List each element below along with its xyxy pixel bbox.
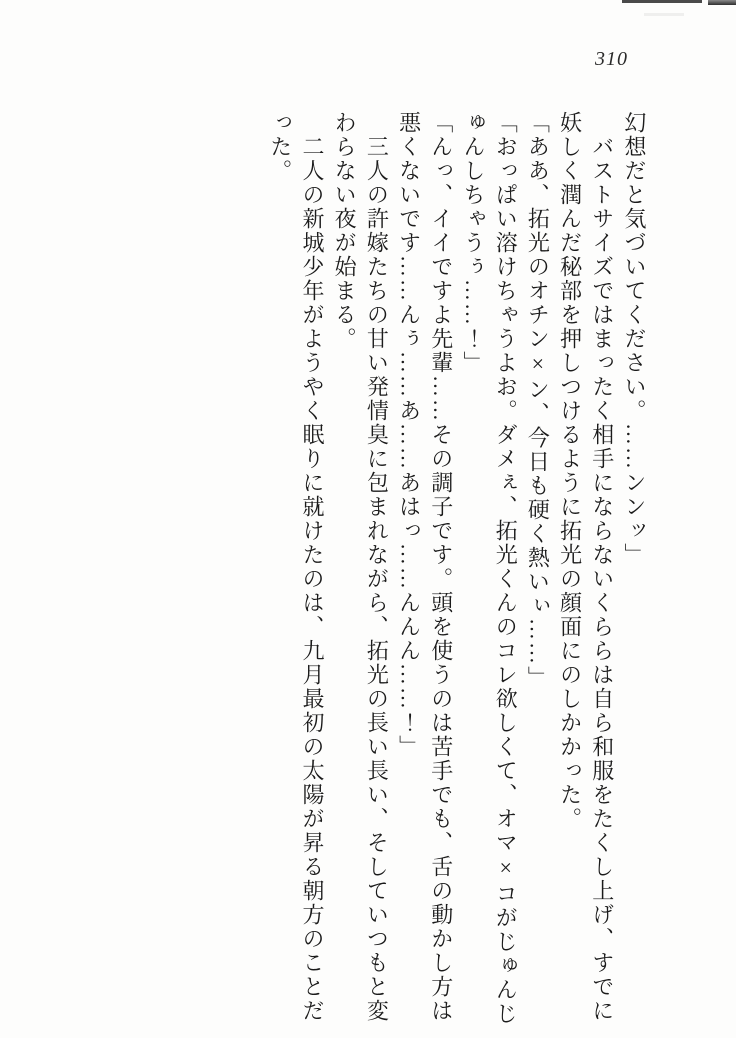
text-column: 妖しく潤んだ秘部を押しつけるように拓光の顔面にのしかかった。 — [557, 111, 583, 831]
body-text — [264, 111, 650, 1038]
text-column: 悪くないです……んぅ……あ……あはっ……んんん……！」 — [396, 111, 422, 759]
text-column: わらない夜が始まる。 — [332, 111, 358, 351]
scan-artifact-smudge — [644, 13, 684, 16]
text-column: 三人の許嫁たちの甘い発情臭に包まれながら、拓光の長い長い、そしていつもと変 — [364, 135, 390, 1023]
text-column: 「おっぱい溶けちゃうよお。ダメぇ、拓光くんのコレ欲しくて、オマ×コがじゅんじ — [493, 111, 519, 1026]
text-column: 「ああ、拓光のオチン×ン、今日も硬く熱いぃ……」 — [525, 111, 551, 690]
text-column: った。 — [267, 111, 293, 183]
text-column: 「んっ、イイですよ先輩……その調子です。頭を使うのは苦手でも、舌の動かし方は — [428, 111, 454, 1023]
page-number: 310 — [595, 48, 628, 70]
text-column: 二人の新城少年がようやく眠りに就けたのは、九月最初の太陽が昇る朝方のことだ — [299, 135, 325, 1023]
text-column: 幻想だと気づいてください。……ンンッ」 — [622, 111, 647, 567]
text-column: ゅんしちゃうぅ……！」 — [460, 111, 486, 375]
scan-artifact-bar — [622, 0, 702, 3]
scan-artifact-bar — [708, 0, 736, 5]
text-column: バストサイズではまったく相手にならないくららは自ら和服をたくし上げ、すでに — [589, 135, 615, 1023]
